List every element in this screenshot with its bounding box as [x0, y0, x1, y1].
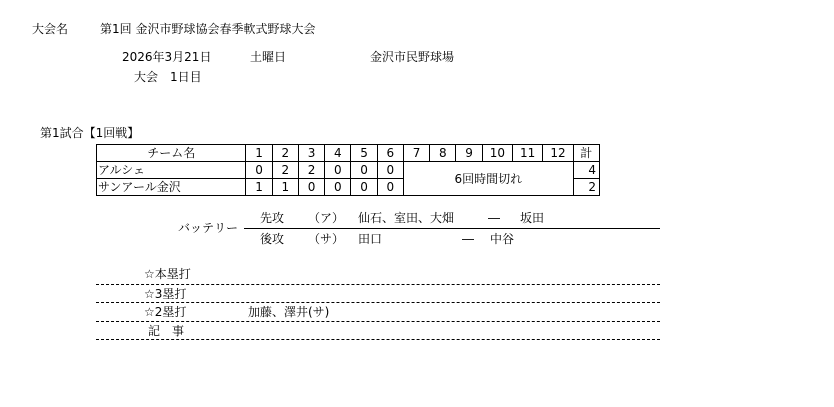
team-total: 2: [573, 179, 599, 196]
inning-score: 0: [298, 179, 324, 196]
team-name: サンアール金沢: [97, 179, 246, 196]
inning-header: 10: [482, 145, 512, 162]
inning-header: 5: [351, 145, 377, 162]
inning-header: 11: [513, 145, 543, 162]
team-name: アルシェ: [97, 162, 246, 179]
battery-second-team: （サ）: [308, 232, 345, 246]
inning-header: 9: [456, 145, 482, 162]
battery-second-dash: ―: [462, 232, 474, 246]
team-name-header: チーム名: [97, 145, 246, 162]
team-row: [97, 162, 600, 179]
inning-score: 0: [377, 162, 403, 179]
inning-header: 7: [403, 145, 429, 162]
battery-first-team: （ア）: [308, 211, 345, 225]
game-date: 2026年3月21日: [122, 50, 212, 64]
inning-header: 2: [272, 145, 298, 162]
double-value: 加藤、澤井(サ): [248, 305, 330, 319]
triple-label: ☆3塁打: [144, 287, 187, 301]
inning-header: 1: [246, 145, 272, 162]
inning-header: 8: [430, 145, 456, 162]
record-divider: [96, 339, 660, 340]
battery-second-side: 後攻: [260, 232, 285, 246]
inning-header: 12: [543, 145, 573, 162]
game-end-note: 6回時間切れ: [403, 162, 573, 196]
team-total: 4: [573, 162, 599, 179]
battery-divider: [244, 228, 660, 229]
record-divider: [96, 302, 660, 303]
battery-first-dash: ―: [488, 211, 500, 225]
inning-header: 6: [377, 145, 403, 162]
homerun-label: ☆本塁打: [144, 267, 191, 281]
tournament-label: 大会名: [32, 22, 69, 36]
inning-score: 1: [246, 179, 272, 196]
battery-first-pitchers: 仙石、室田、大畑: [358, 211, 455, 225]
inning-score: 2: [298, 162, 324, 179]
scoreboard-header-row: [97, 145, 600, 162]
inning-header: 4: [325, 145, 351, 162]
record-divider: [96, 284, 660, 285]
game-weekday: 土曜日: [250, 50, 287, 64]
inning-score: 0: [246, 162, 272, 179]
notes-label: 記 事: [148, 324, 185, 338]
record-divider: [96, 321, 660, 322]
battery-second-pitchers: 田口: [358, 232, 383, 246]
battery-first-catcher: 坂田: [520, 211, 545, 225]
battery-first-side: 先攻: [260, 211, 285, 225]
battery-second-catcher: 中谷: [490, 232, 515, 246]
tournament-name: 第1回 金沢市野球協会春季軟式野球大会: [100, 22, 316, 36]
inning-score: 0: [351, 162, 377, 179]
inning-score: 1: [272, 179, 298, 196]
inning-header: 3: [298, 145, 324, 162]
inning-score: 0: [325, 179, 351, 196]
game-venue: 金沢市民野球場: [370, 50, 455, 64]
battery-label: バッテリー: [178, 221, 239, 235]
inning-score: 2: [272, 162, 298, 179]
game-title: 第1試合【1回戦】: [40, 126, 140, 140]
scoreboard-table: [96, 144, 600, 196]
inning-score: 0: [377, 179, 403, 196]
total-header: 計: [573, 145, 599, 162]
inning-score: 0: [325, 162, 351, 179]
double-label: ☆2塁打: [144, 305, 187, 319]
inning-score: 0: [351, 179, 377, 196]
tournament-day: 大会 1日目: [134, 70, 202, 84]
